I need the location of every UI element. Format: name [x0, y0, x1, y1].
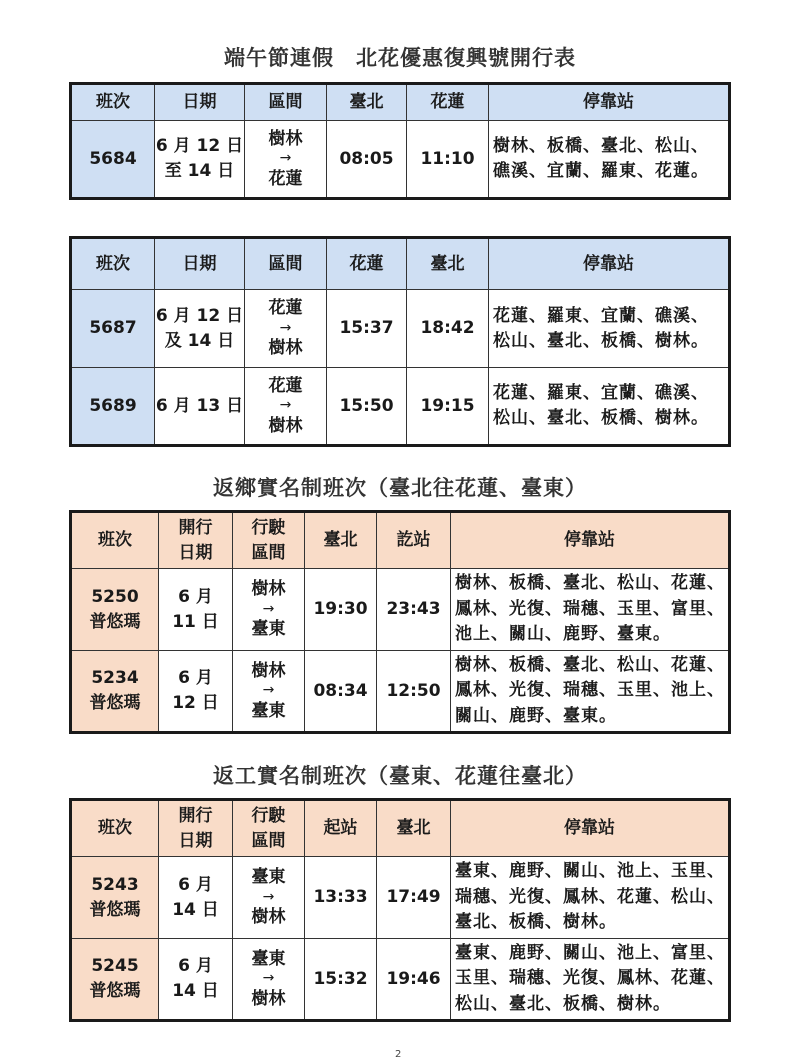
train-cell: [71, 939, 159, 1021]
header-date: 日期: [155, 84, 245, 121]
arrow-icon: →: [262, 682, 275, 699]
to-station: 臺東: [251, 700, 286, 721]
header-date: 日期: [155, 238, 245, 290]
section-cell: [245, 290, 327, 368]
stops-line: 鳳林、光復、瑞穗、玉里、富里、: [455, 598, 725, 619]
to-station: 樹林: [268, 338, 303, 359]
arrow-icon: →: [279, 319, 292, 336]
arrive-time: 11:10: [407, 121, 489, 199]
header-line: 區間: [251, 542, 286, 563]
header-train: 班次: [71, 84, 155, 121]
section-cell: [245, 368, 327, 446]
header-stops: 停靠站: [489, 238, 730, 290]
table-row: [71, 368, 730, 446]
stops-line: 松山、臺北、板橋、樹林。: [493, 408, 709, 428]
header-section: [233, 800, 305, 857]
section-title-homebound: 返鄉實名制班次（臺北往花蓮、臺東）: [213, 476, 587, 500]
train-type: 普悠瑪: [89, 981, 141, 1001]
train-type: 普悠瑪: [89, 693, 141, 713]
date-line: 6 月 12 日: [155, 305, 244, 326]
to-station: 樹林: [251, 907, 286, 928]
date-line: 6 月: [178, 586, 213, 607]
train-number: 5245: [91, 956, 139, 977]
from-station: 臺東: [251, 867, 286, 888]
stops-cell: [451, 569, 730, 651]
stops-cell: [451, 857, 730, 939]
arrow-icon: →: [262, 970, 275, 987]
date-line: 6 月: [178, 956, 213, 977]
train-number: 5234: [91, 668, 139, 689]
page-title: 端午節連假 北花優惠復興號開行表: [224, 46, 576, 70]
stops-cell: [489, 121, 730, 199]
header-arrive: 臺北: [407, 238, 489, 290]
section-cell: [233, 651, 305, 733]
header-section: [233, 512, 305, 569]
date-cell: [159, 857, 233, 939]
train-type: 普悠瑪: [89, 899, 141, 920]
date-line: 6 月 12 日: [155, 136, 244, 157]
train-number: 5250: [91, 586, 139, 607]
date-line: 6 月: [178, 874, 213, 895]
from-station: 臺東: [251, 948, 286, 969]
date-line: 14 日: [172, 981, 219, 1001]
section-cell: [245, 121, 327, 199]
to-station: 花蓮: [268, 168, 303, 189]
date-cell: [159, 651, 233, 733]
depart-time: 15:37: [327, 290, 407, 368]
stops-line: 礁溪、宜蘭、羅東、花蓮。: [493, 161, 709, 181]
stops-line: 瑞穗、光復、鳳林、花蓮、松山、: [455, 886, 725, 907]
to-station: 樹林: [251, 988, 286, 1009]
page-number: 2: [395, 1049, 402, 1060]
depart-time: 08:05: [327, 121, 407, 199]
from-station: 樹林: [251, 660, 286, 681]
date-cell: [155, 121, 245, 199]
header-stops: 停靠站: [489, 84, 730, 121]
arrow-icon: →: [262, 600, 275, 617]
train-cell: [71, 569, 159, 651]
section-cell: [233, 569, 305, 651]
schedule-table-5684: [69, 82, 731, 200]
stops-line: 樹林、板橋、臺北、松山、花蓮、: [455, 573, 725, 594]
header-train: 班次: [71, 238, 155, 290]
stops-line: 松山、臺北、板橋、樹林。: [455, 993, 671, 1014]
depart-time: 08:34: [305, 651, 377, 733]
table-row: [71, 290, 730, 368]
arrive-time: 12:50: [377, 651, 451, 733]
header-terminal: 訖站: [377, 512, 451, 569]
section-cell: [233, 939, 305, 1021]
stops-line: 玉里、瑞穗、光復、鳳林、花蓮、: [455, 968, 725, 989]
header-arrive: 臺北: [377, 800, 451, 857]
schedule-table-homebound: [69, 510, 731, 734]
arrow-icon: →: [279, 397, 292, 414]
date-cell: 6 月 13 日: [155, 368, 245, 446]
section-title-workbound: 返工實名制班次（臺東、花蓮往臺北）: [213, 764, 587, 788]
train-cell: [71, 857, 159, 939]
header-line: 日期: [178, 830, 213, 851]
header-line: 開行: [178, 805, 213, 826]
train-number: 5687: [71, 290, 155, 368]
header-train: 班次: [71, 800, 159, 857]
schedule-table-workbound: [69, 798, 731, 1022]
header-section: 區間: [245, 84, 327, 121]
depart-time: 15:50: [327, 368, 407, 446]
date-line: 6 月: [178, 668, 213, 689]
train-number: 5684: [71, 121, 155, 199]
header-line: 區間: [251, 830, 286, 851]
arrive-time: 17:49: [377, 857, 451, 939]
header-line: 日期: [178, 542, 213, 563]
to-station: 樹林: [268, 415, 303, 436]
date-line: 11 日: [172, 611, 219, 632]
date-line: 12 日: [172, 693, 219, 713]
header-depart: 花蓮: [327, 238, 407, 290]
header-line: 行駛: [251, 805, 286, 826]
arrive-time: 19:46: [377, 939, 451, 1021]
date-line: 及 14 日: [164, 330, 235, 351]
stops-line: 松山、臺北、板橋、樹林。: [493, 330, 709, 351]
from-station: 花蓮: [268, 298, 303, 319]
header-origin: 起站: [305, 800, 377, 857]
stops-cell: [489, 368, 730, 446]
stops-line: 花蓮、羅東、宜蘭、礁溪、: [493, 305, 709, 326]
schedule-table-5687-5689: [69, 236, 731, 447]
table-row: [71, 857, 730, 939]
date-cell: [159, 569, 233, 651]
table-row: [71, 569, 730, 651]
depart-time: 15:32: [305, 939, 377, 1021]
stops-cell: [451, 939, 730, 1021]
from-station: 樹林: [268, 128, 303, 149]
stops-line: 臺東、鹿野、關山、池上、富里、: [455, 942, 725, 963]
table-row: [71, 939, 730, 1021]
train-number: 5243: [91, 874, 139, 895]
date-cell: [159, 939, 233, 1021]
date-line: 14 日: [172, 899, 219, 920]
header-run-date: [159, 800, 233, 857]
stops-line: 臺北、板橋、樹林。: [455, 912, 617, 933]
header-stops: 停靠站: [451, 512, 730, 569]
arrive-time: 23:43: [377, 569, 451, 651]
header-arrive: 花蓮: [407, 84, 489, 121]
to-station: 臺東: [251, 619, 286, 640]
header-stops: 停靠站: [451, 800, 730, 857]
header-depart: 臺北: [327, 84, 407, 121]
stops-cell: [451, 651, 730, 733]
header-train: 班次: [71, 512, 159, 569]
table-row: [71, 651, 730, 733]
header-run-date: [159, 512, 233, 569]
stops-line: 樹林、板橋、臺北、松山、: [493, 136, 709, 157]
table-row: [71, 121, 730, 199]
stops-cell: [489, 290, 730, 368]
date-cell: [155, 290, 245, 368]
header-section: 區間: [245, 238, 327, 290]
stops-line: 臺東、鹿野、關山、池上、玉里、: [455, 861, 725, 882]
stops-line: 樹林、板橋、臺北、松山、花蓮、: [455, 654, 725, 675]
arrive-time: 18:42: [407, 290, 489, 368]
header-line: 開行: [178, 517, 213, 538]
date-line: 至 14 日: [164, 161, 235, 181]
stops-line: 鳳林、光復、瑞穗、玉里、池上、: [455, 680, 725, 701]
from-station: 花蓮: [268, 375, 303, 396]
header-depart: 臺北: [305, 512, 377, 569]
depart-time: 19:30: [305, 569, 377, 651]
train-cell: [71, 651, 159, 733]
depart-time: 13:33: [305, 857, 377, 939]
stops-line: 花蓮、羅東、宜蘭、礁溪、: [493, 383, 709, 404]
train-type: 普悠瑪: [89, 611, 141, 632]
header-line: 行駛: [251, 517, 286, 538]
train-number: 5689: [71, 368, 155, 446]
arrive-time: 19:15: [407, 368, 489, 446]
arrow-icon: →: [279, 150, 292, 167]
stops-line: 池上、關山、鹿野、臺東。: [455, 624, 671, 645]
stops-line: 關山、鹿野、臺東。: [455, 705, 617, 726]
section-cell: [233, 857, 305, 939]
arrow-icon: →: [262, 888, 275, 905]
from-station: 樹林: [251, 579, 286, 600]
